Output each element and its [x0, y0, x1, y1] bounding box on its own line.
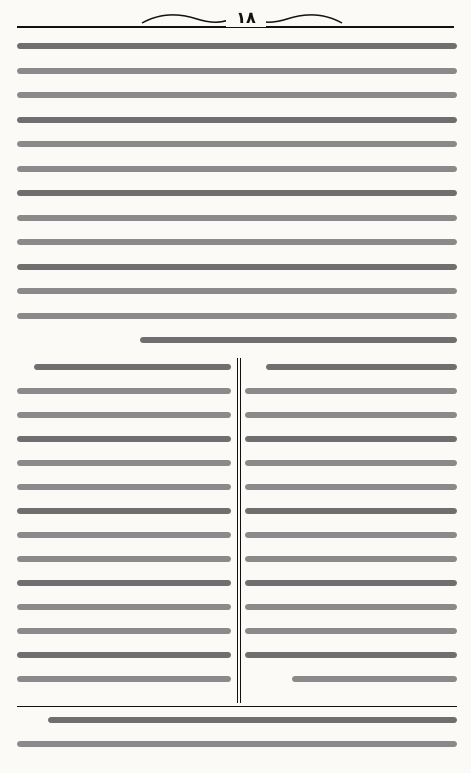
- text-line: [17, 436, 231, 442]
- page-number: ۱۸: [226, 8, 266, 27]
- text-line: [245, 412, 457, 418]
- text-line: [17, 580, 231, 586]
- text-line: [245, 508, 457, 514]
- text-line: [17, 264, 457, 270]
- text-line: [17, 68, 457, 74]
- hadith-number-marker: [216, 12, 236, 26]
- text-line: [17, 215, 457, 221]
- text-line: [17, 239, 457, 245]
- text-line: [17, 676, 231, 682]
- text-line: [245, 532, 457, 538]
- text-line: [17, 92, 457, 98]
- text-line: [17, 43, 457, 49]
- text-line: [140, 337, 457, 343]
- intro-paragraph: [17, 39, 457, 369]
- text-line: [292, 676, 457, 682]
- column-divider: [237, 358, 241, 703]
- text-line: [17, 508, 231, 514]
- book-title: [172, 9, 222, 23]
- text-line: [245, 628, 457, 634]
- closing-paragraph: [17, 713, 457, 765]
- text-line: [17, 556, 231, 562]
- text-line: [17, 652, 231, 658]
- text-line: [17, 388, 231, 394]
- footnote-rule: [17, 706, 457, 707]
- column-right: [245, 358, 457, 703]
- text-line: [48, 717, 457, 723]
- text-line: [17, 117, 457, 123]
- column-left: [17, 358, 231, 703]
- text-line: [17, 741, 457, 747]
- text-line: [17, 412, 231, 418]
- document-page: [3, 3, 468, 767]
- text-line: [245, 556, 457, 562]
- text-line: [17, 190, 457, 196]
- text-line: [17, 166, 457, 172]
- text-line: [17, 532, 231, 538]
- text-line: [245, 580, 457, 586]
- text-line: [17, 604, 231, 610]
- text-line: [245, 604, 457, 610]
- text-line: [17, 313, 457, 319]
- text-line: [17, 628, 231, 634]
- text-line: [245, 484, 457, 490]
- text-line: [245, 436, 457, 442]
- text-line: [266, 364, 457, 370]
- text-line: [17, 484, 231, 490]
- text-line: [245, 652, 457, 658]
- text-line: [245, 388, 457, 394]
- chapter-name: [279, 7, 309, 23]
- text-line: [17, 288, 457, 294]
- text-line: [17, 460, 231, 466]
- text-line: [17, 141, 457, 147]
- text-line: [245, 460, 457, 466]
- two-column-section: [17, 358, 457, 703]
- text-line: [34, 364, 231, 370]
